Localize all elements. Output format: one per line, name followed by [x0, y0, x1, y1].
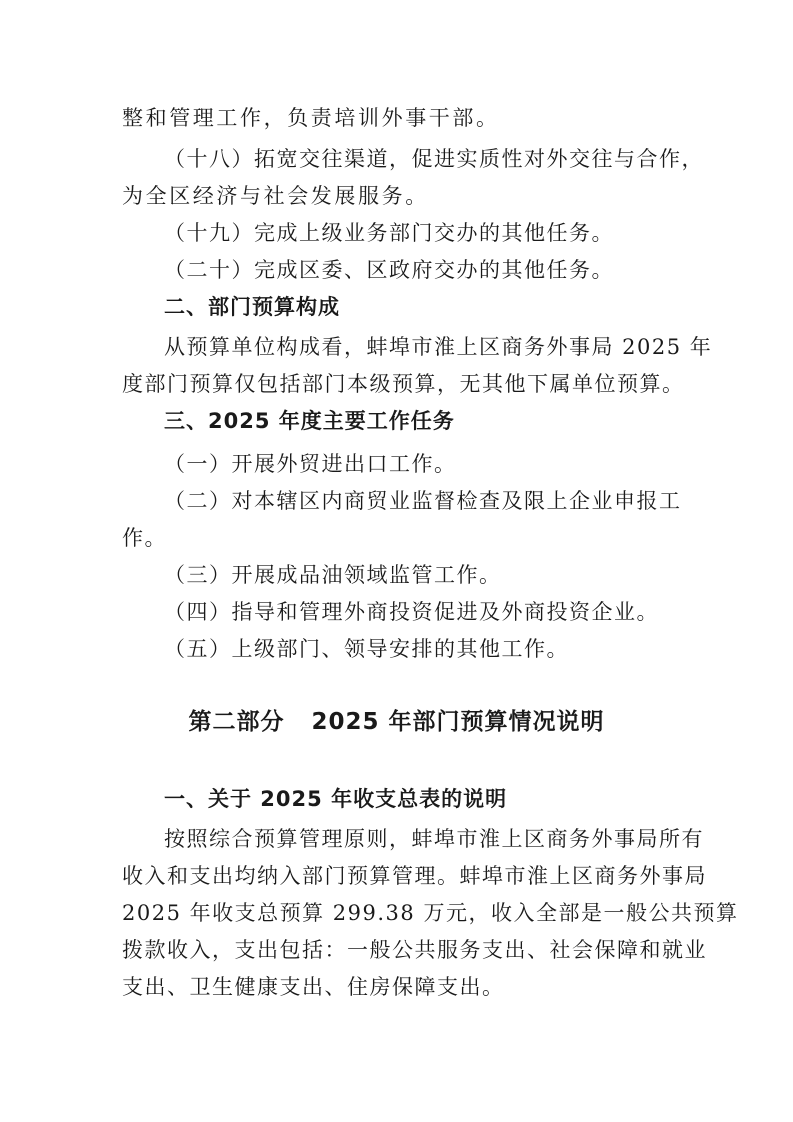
summary-line3: 2025 年收支总预算 299.38 万元，收入全部是一般公共预算 — [122, 901, 739, 925]
list-item-18-line2: 为全区经济与社会发展服务。 — [122, 184, 429, 208]
task-item-4: （四）指导和管理外商投资促进及外商投资企业。 — [164, 600, 659, 624]
summary-line1: 按照综合预算管理原则，蚌埠市淮上区商务外事局所有 — [164, 827, 704, 851]
budget-structure-line2: 度部门预算仅包括部门本级预算，无其他下属单位预算。 — [122, 372, 685, 396]
paragraph-continuation: 整和管理工作，负责培训外事干部。 — [122, 106, 500, 130]
section-heading-budget-structure: 二、部门预算构成 — [164, 295, 340, 319]
part-two-title: 第二部分 2025 年部门预算情况说明 — [188, 709, 605, 735]
list-item-18-line1: （十八）拓宽交往渠道，促进实质性对外交往与合作， — [164, 147, 704, 171]
task-item-3: （三）开展成品油领域监管工作。 — [164, 563, 502, 587]
summary-line4: 拨款收入，支出包括：一般公共服务支出、社会保障和就业 — [122, 938, 707, 962]
task-item-5: （五）上级部门、领导安排的其他工作。 — [164, 637, 569, 661]
task-item-1: （一）开展外贸进出口工作。 — [164, 452, 457, 476]
list-item-20: （二十）完成区委、区政府交办的其他任务。 — [164, 258, 614, 282]
budget-structure-line1: 从预算单位构成看，蚌埠市淮上区商务外事局 2025 年 — [164, 335, 713, 359]
list-item-19: （十九）完成上级业务部门交办的其他任务。 — [164, 221, 614, 245]
section-heading-summary: 一、关于 2025 年收支总表的说明 — [164, 787, 508, 811]
task-item-2-line1: （二）对本辖区内商贸业监督检查及限上企业申报工 — [164, 489, 682, 513]
summary-line2: 收入和支出均纳入部门预算管理。蚌埠市淮上区商务外事局 — [122, 864, 707, 888]
section-heading-tasks: 三、2025 年度主要工作任务 — [164, 409, 455, 433]
task-item-2-line2: 作。 — [122, 526, 167, 550]
summary-line5: 支出、卫生健康支出、住房保障支出。 — [122, 975, 505, 999]
